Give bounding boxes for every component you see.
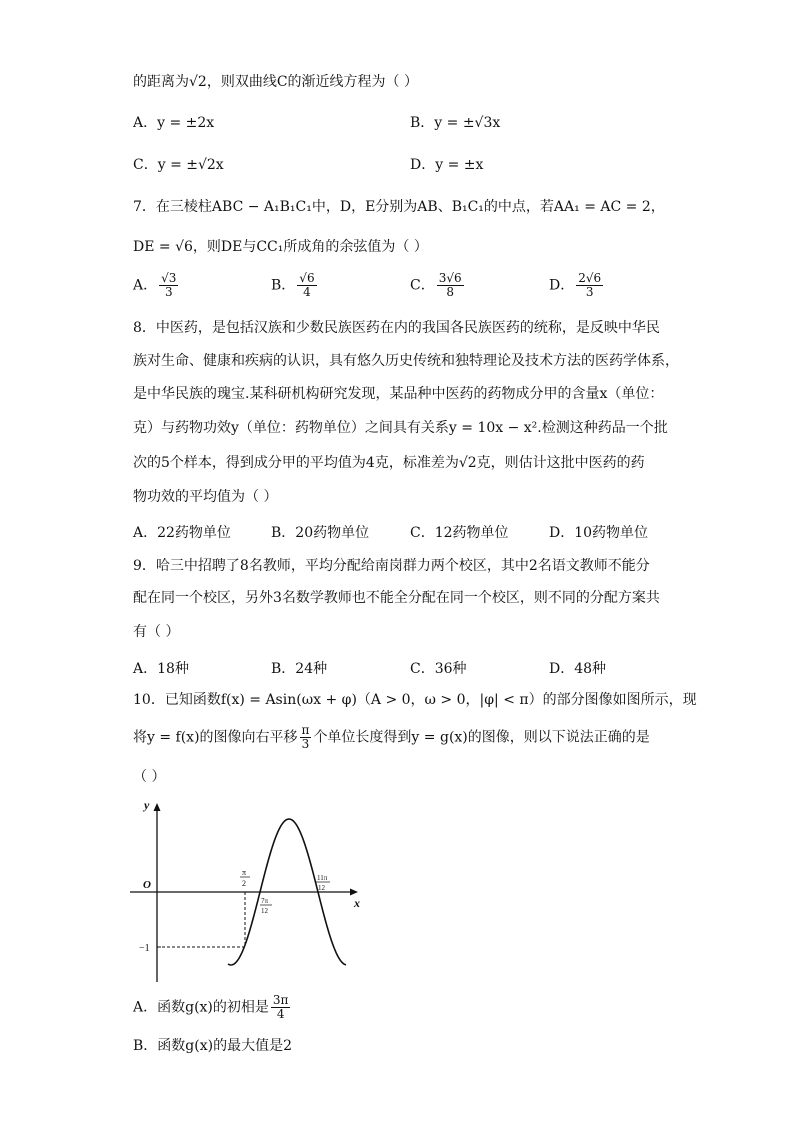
q10-stem-line2-part2: 个单位长度得到y = g(x)的图像，则以下说法正确的是	[313, 729, 650, 746]
q10-function-graph	[130, 797, 370, 987]
q6-option-c[interactable]: C．y = ±√2x	[133, 157, 224, 173]
q10-option-a[interactable]	[133, 994, 292, 1021]
tick-7pi-over-12-num: 7π	[261, 897, 269, 905]
q7-option-b-fraction	[297, 272, 316, 299]
q7-option-c-denominator: 8	[446, 285, 454, 299]
q7-option-d-numerator: 2√6	[578, 271, 602, 285]
q7-option-a-label: A．	[133, 277, 158, 294]
q8-option-d[interactable]: D．10药物单位	[549, 525, 649, 541]
q7-option-a-fraction	[159, 272, 178, 299]
q7-option-c-numerator: 3√6	[438, 271, 462, 285]
q7-option-b-denominator: 4	[303, 285, 311, 299]
q8-stem-line3: 是中华民族的瑰宝.某科研机构研究发现，某品种中医药的药物成分甲的含量x（单位：	[133, 386, 664, 402]
q7-option-d-fraction	[576, 272, 603, 299]
q7-option-d[interactable]	[549, 272, 605, 299]
q6-option-d[interactable]: D．y = ±x	[410, 157, 484, 173]
q7-stem-line1: 7．在三棱柱ABC − A₁B₁C₁中，D，E分别为AB、B₁C₁的中点，若AA₁ = AC = 2，	[133, 199, 665, 215]
x-axis-arrow-icon	[350, 889, 358, 896]
q10-option-a-fraction	[271, 994, 291, 1021]
q8-stem-line6: 物功效的平均值为（ ）	[133, 489, 278, 505]
tick-pi-over-2-num: π	[242, 868, 247, 877]
q7-option-b[interactable]	[271, 272, 319, 299]
x-axis-label: x	[354, 896, 360, 910]
q6-option-b[interactable]: B．y = ±√3x	[410, 115, 501, 131]
q9-stem-line2: 配在同一个校区，另外3名数学教师也不能全分配在同一个校区，则不同的分配方案共	[133, 590, 660, 606]
tick-7pi-over-12-den: 12	[261, 907, 268, 915]
q10-option-a-denominator: 4	[276, 1007, 285, 1021]
y-axis-label: y	[144, 798, 150, 812]
q9-option-a[interactable]: A．18种	[133, 661, 189, 677]
q8-option-c[interactable]: C．12药物单位	[410, 525, 509, 541]
q6-stem-tail: 的距离为√2，则双曲线C的渐近线方程为（ ）	[133, 74, 418, 90]
q7-option-b-label: B．	[271, 277, 296, 294]
tick-11pi-over-12-num: 11π	[317, 874, 328, 882]
q9-stem-line1: 9．哈三中招聘了8名教师，平均分配给南岗群力两个校区，其中2名语文教师不能分	[133, 558, 650, 574]
q10-option-a-text: A．函数g(x)的初相是	[133, 999, 269, 1016]
q10-shift-numerator: π	[301, 723, 310, 737]
q9-option-d[interactable]: D．48种	[549, 661, 607, 677]
q8-stem-line1: 8．中医药，是包括汉族和少数民族医药在内的我国各民族医药的统称，是反映中华民	[133, 320, 660, 336]
q8-option-a[interactable]: A．22药物单位	[133, 525, 231, 541]
q7-option-c-fraction	[437, 272, 464, 299]
minus-one-label: −1	[139, 943, 150, 954]
q9-option-b[interactable]: B．24种	[271, 661, 328, 677]
tick-pi-over-2-den: 2	[242, 879, 246, 888]
q10-stem-line2-part1: 将y = f(x)的图像向右平移	[133, 729, 298, 746]
q7-option-c-label: C．	[410, 277, 435, 294]
q10-shift-fraction	[300, 724, 312, 751]
tick-11pi-over-12-den: 12	[318, 884, 325, 892]
q10-stem-line1: 10．已知函数f(x) = Asin(ωx + φ)（A > 0，ω > 0，|φ| < π）的部分图像如图所示，现	[133, 692, 697, 708]
origin-label: O	[143, 879, 151, 891]
q7-option-a-denominator: 3	[164, 285, 173, 299]
q8-stem-line2: 族对生命、健康和疾病的认识，具有悠久历史传统和独特理论及技术方法的医药学体系，	[133, 353, 679, 369]
q10-shift-denominator: 3	[301, 737, 310, 751]
q6-option-a[interactable]: A．y = ±2x	[133, 115, 215, 131]
q9-option-c[interactable]: C．36种	[410, 661, 467, 677]
q7-option-a-numerator: √3	[161, 271, 177, 285]
q7-option-a[interactable]	[133, 272, 180, 299]
q7-option-b-numerator: √6	[299, 271, 315, 285]
y-axis-arrow-icon	[154, 803, 161, 811]
q10-stem-line3: （ ）	[133, 769, 166, 785]
q7-option-d-denominator: 3	[585, 285, 594, 299]
q7-option-c[interactable]	[410, 272, 466, 299]
q10-stem-line2	[133, 724, 650, 751]
q8-option-b[interactable]: B．20药物单位	[271, 525, 370, 541]
q7-stem-line2: DE = √6，则DE与CC₁所成角的余弦值为（ ）	[133, 239, 428, 255]
q10-option-b[interactable]: B．函数g(x)的最大值是2	[133, 1038, 292, 1054]
q9-stem-line3: 有（ ）	[133, 624, 180, 640]
q8-stem-line4: 克）与药物功效y（单位：药物单位）之间具有关系y = 10x − x².检测这种药品一个批	[133, 420, 668, 436]
q8-stem-line5: 次的5个样本，得到成分甲的平均值为4克，标准差为√2克，则估计这批中医药的药	[133, 455, 645, 471]
q7-option-d-label: D．	[549, 277, 575, 294]
q10-option-a-numerator: 3π	[272, 993, 289, 1007]
